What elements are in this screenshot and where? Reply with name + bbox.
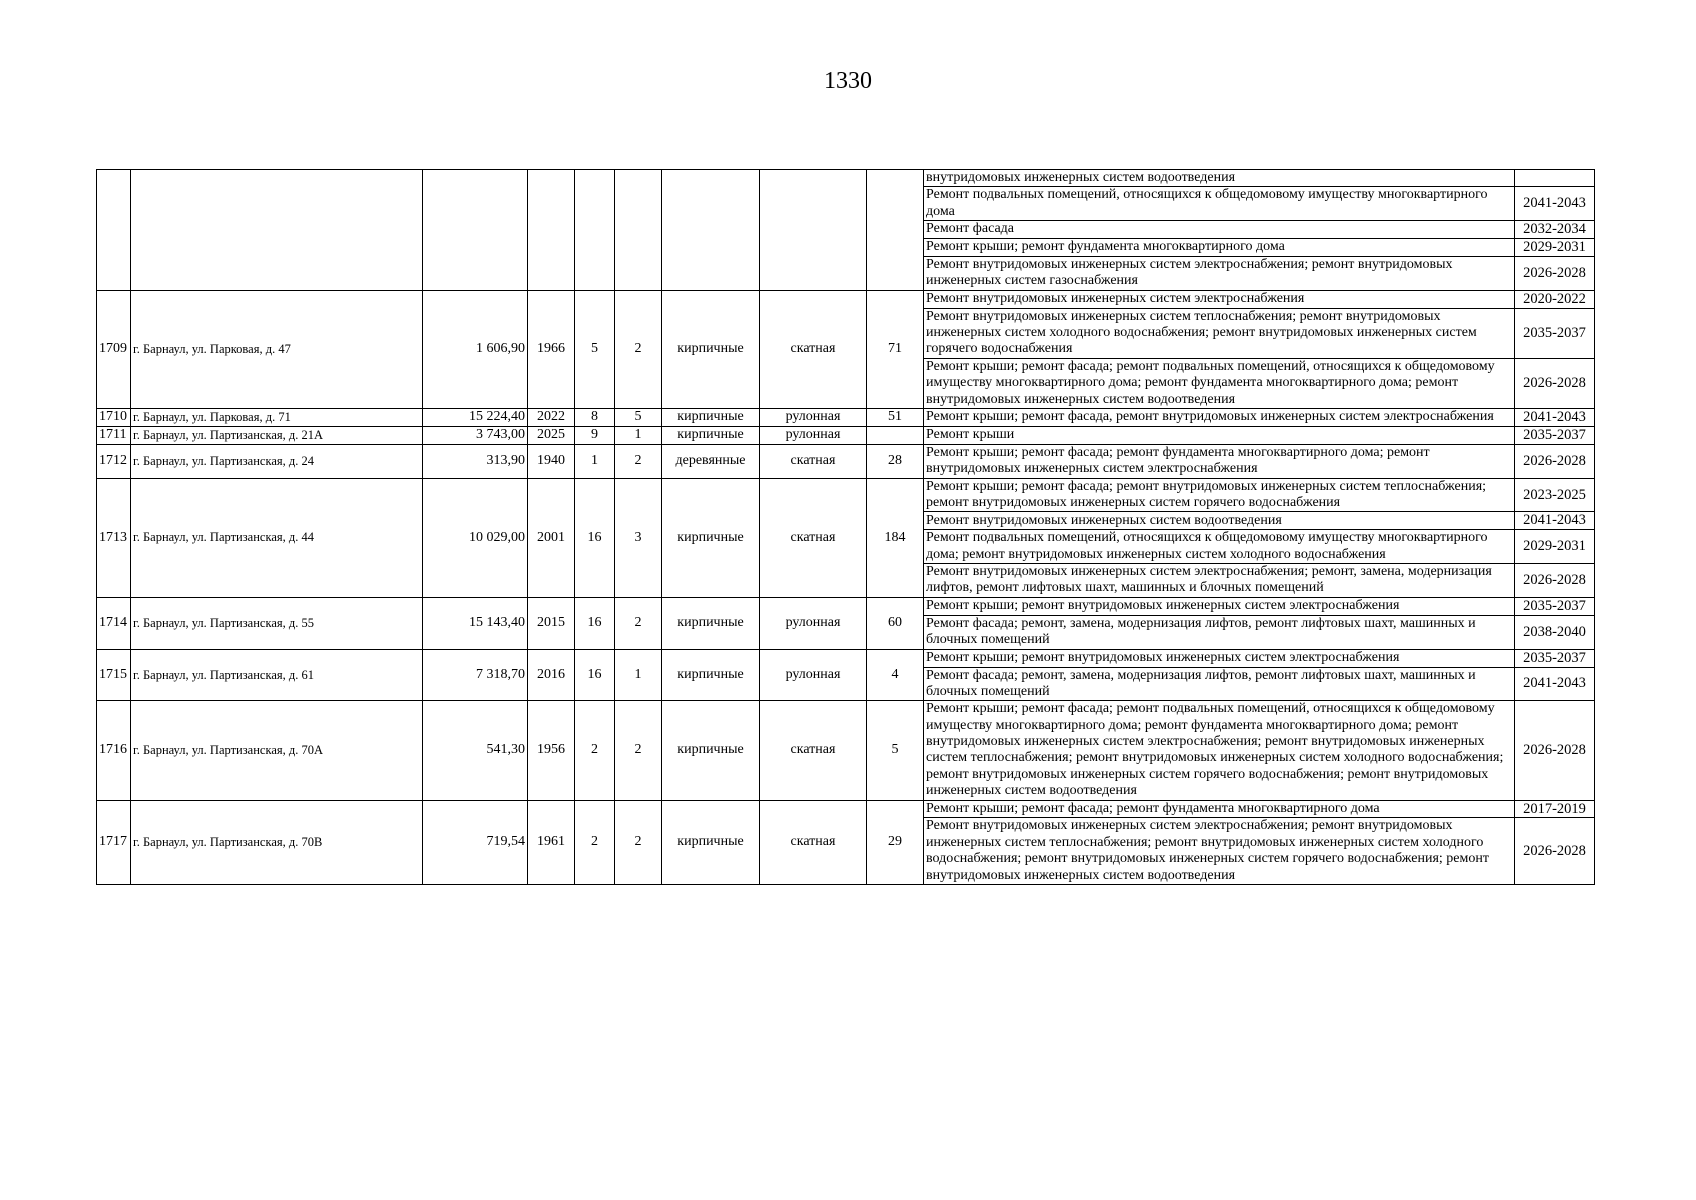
- area-cell: 719,54: [423, 800, 528, 884]
- floors-cell: 16: [575, 478, 615, 597]
- area-cell: 10 029,00: [423, 478, 528, 597]
- walls-cell: кирпичные: [662, 408, 760, 426]
- work-description-cell: Ремонт подвальных помещений, относящихся к общедомовому имуществу многоквартирного дома: [924, 187, 1515, 221]
- row-number-cell: 1710: [97, 408, 131, 426]
- residents-cell: 71: [867, 290, 924, 408]
- work-description-cell: Ремонт крыши; ремонт внутридомовых инженерных систем электроснабжения: [924, 649, 1515, 667]
- housing-registry-table: [96, 169, 1595, 885]
- work-description-cell: Ремонт фасада; ремонт, замена, модернизация лифтов, ремонт лифтовых шахт, машинных и блочных помещений: [924, 667, 1515, 701]
- area-cell: 3 743,00: [423, 426, 528, 444]
- work-description-cell: Ремонт крыши; ремонт фасада; ремонт внутридомовых инженерных систем теплоснабжения; ремонт внутридомовых инженерных систем горячего водоснабжения: [924, 478, 1515, 512]
- residents-cell: 51: [867, 408, 924, 426]
- walls-cell: кирпичные: [662, 701, 760, 800]
- period-cell: 2026-2028: [1515, 257, 1595, 291]
- period-cell: 2026-2028: [1515, 818, 1595, 885]
- period-cell: 2026-2028: [1515, 358, 1595, 408]
- work-description-cell: Ремонт крыши; ремонт фасада; ремонт подвальных помещений, относящихся к общедомовому имуществу многоквартирного дома; ремонт фундамента многоквартирного дома; ремонт внутридомовых инженерных систем электроснабжения; ремонт внутридомовых инженерных систем теплоснабжения; ремонт внутридомовых инженерных систем холодного водоснабжения; ремонт внутридомовых инженерных систем горячего водоснабжения; ремонт внутридомовых инженерных систем водоотведения: [924, 701, 1515, 800]
- floors-cell: 2: [575, 701, 615, 800]
- address-cell: г. Барнаул, ул. Партизанская, д. 55: [131, 597, 423, 649]
- walls-cell: кирпичные: [662, 478, 760, 597]
- year-cell: 2025: [528, 426, 575, 444]
- entrances-cell: 2: [615, 701, 662, 800]
- work-description-cell: Ремонт крыши; ремонт внутридомовых инженерных систем электроснабжения: [924, 597, 1515, 615]
- area-cell: 7 318,70: [423, 649, 528, 701]
- roof-cell: скатная: [760, 701, 867, 800]
- work-description-cell: Ремонт крыши; ремонт фасада; ремонт фундамента многоквартирного дома; ремонт внутридомовых инженерных систем электроснабжения: [924, 444, 1515, 478]
- page-number: 1330: [824, 68, 872, 94]
- work-description-cell: внутридомовых инженерных систем водоотведения: [924, 170, 1515, 187]
- address-cell: г. Барнаул, ул. Партизанская, д. 44: [131, 478, 423, 597]
- area-cell: 15 224,40: [423, 408, 528, 426]
- entrances-cell: 2: [615, 444, 662, 478]
- roof-cell: [760, 170, 867, 291]
- residents-cell: 28: [867, 444, 924, 478]
- period-cell: 2035-2037: [1515, 308, 1595, 358]
- roof-cell: скатная: [760, 800, 867, 884]
- floors-cell: 16: [575, 597, 615, 649]
- period-cell: 2020-2022: [1515, 290, 1595, 308]
- year-cell: 2001: [528, 478, 575, 597]
- work-description-cell: Ремонт фасада: [924, 221, 1515, 239]
- period-cell: 2029-2031: [1515, 239, 1595, 257]
- work-description-cell: Ремонт внутридомовых инженерных систем теплоснабжения; ремонт внутридомовых инженерных систем холодного водоснабжения; ремонт внутридомовых инженерных систем горячего водоснабжения: [924, 308, 1515, 358]
- work-description-cell: Ремонт внутридомовых инженерных систем электроснабжения; ремонт внутридомовых инженерных систем теплоснабжения; ремонт внутридомовых инженерных систем холодного водоснабжения; ремонт внутридомовых инженерных систем горячего водоснабжения; ремонт внутридомовых инженерных систем водоотведения: [924, 818, 1515, 885]
- year-cell: 1940: [528, 444, 575, 478]
- entrances-cell: [615, 170, 662, 291]
- floors-cell: 9: [575, 426, 615, 444]
- work-description-cell: Ремонт внутридомовых инженерных систем электроснабжения; ремонт, замена, модернизация лифтов, ремонт лифтовых шахт, машинных и блочных помещений: [924, 564, 1515, 598]
- work-description-cell: Ремонт крыши; ремонт фасада; ремонт фундамента многоквартирного дома: [924, 800, 1515, 818]
- row-number-cell: 1714: [97, 597, 131, 649]
- table-row: [97, 170, 1595, 187]
- roof-cell: скатная: [760, 478, 867, 597]
- period-cell: 2041-2043: [1515, 667, 1595, 701]
- address-cell: г. Барнаул, ул. Партизанская, д. 70А: [131, 701, 423, 800]
- period-cell: 2035-2037: [1515, 597, 1595, 615]
- roof-cell: рулонная: [760, 649, 867, 701]
- entrances-cell: 1: [615, 649, 662, 701]
- entrances-cell: 2: [615, 290, 662, 408]
- work-description-cell: Ремонт крыши; ремонт фасада; ремонт подвальных помещений, относящихся к общедомовому имуществу многоквартирного дома; ремонт фундамента многоквартирного дома; ремонт внутридомовых инженерных систем водоотведения: [924, 358, 1515, 408]
- walls-cell: кирпичные: [662, 649, 760, 701]
- floors-cell: 8: [575, 408, 615, 426]
- period-cell: 2026-2028: [1515, 701, 1595, 800]
- area-cell: 1 606,90: [423, 290, 528, 408]
- row-number-cell: 1709: [97, 290, 131, 408]
- year-cell: [528, 170, 575, 291]
- period-cell: [1515, 170, 1595, 187]
- period-cell: 2017-2019: [1515, 800, 1595, 818]
- row-number-cell: 1712: [97, 444, 131, 478]
- residents-cell: 29: [867, 800, 924, 884]
- period-cell: 2026-2028: [1515, 444, 1595, 478]
- walls-cell: кирпичные: [662, 800, 760, 884]
- table-row: [97, 701, 1595, 800]
- roof-cell: скатная: [760, 444, 867, 478]
- entrances-cell: 3: [615, 478, 662, 597]
- year-cell: 2022: [528, 408, 575, 426]
- entrances-cell: 5: [615, 408, 662, 426]
- walls-cell: кирпичные: [662, 597, 760, 649]
- period-cell: 2041-2043: [1515, 408, 1595, 426]
- address-cell: [131, 170, 423, 291]
- entrances-cell: 2: [615, 597, 662, 649]
- year-cell: 2015: [528, 597, 575, 649]
- period-cell: 2041-2043: [1515, 512, 1595, 530]
- table-row: [97, 800, 1595, 818]
- work-description-cell: Ремонт внутридомовых инженерных систем водоотведения: [924, 512, 1515, 530]
- residents-cell: 5: [867, 701, 924, 800]
- work-description-cell: Ремонт крыши; ремонт фасада, ремонт внутридомовых инженерных систем электроснабжения: [924, 408, 1515, 426]
- period-cell: 2041-2043: [1515, 187, 1595, 221]
- period-cell: 2032-2034: [1515, 221, 1595, 239]
- year-cell: 1961: [528, 800, 575, 884]
- table-row: [97, 444, 1595, 478]
- address-cell: г. Барнаул, ул. Партизанская, д. 61: [131, 649, 423, 701]
- work-description-cell: Ремонт внутридомовых инженерных систем электроснабжения; ремонт внутридомовых инженерных систем газоснабжения: [924, 257, 1515, 291]
- table-row: [97, 408, 1595, 426]
- table-row: [97, 290, 1595, 308]
- row-number-cell: 1713: [97, 478, 131, 597]
- address-cell: г. Барнаул, ул. Партизанская, д. 24: [131, 444, 423, 478]
- area-cell: 15 143,40: [423, 597, 528, 649]
- area-cell: 313,90: [423, 444, 528, 478]
- entrances-cell: 1: [615, 426, 662, 444]
- entrances-cell: 2: [615, 800, 662, 884]
- work-description-cell: Ремонт внутридомовых инженерных систем электроснабжения: [924, 290, 1515, 308]
- table-row: [97, 426, 1595, 444]
- address-cell: г. Барнаул, ул. Партизанская, д. 70В: [131, 800, 423, 884]
- address-cell: г. Барнаул, ул. Парковая, д. 71: [131, 408, 423, 426]
- year-cell: 1956: [528, 701, 575, 800]
- period-cell: 2026-2028: [1515, 564, 1595, 598]
- floors-cell: 16: [575, 649, 615, 701]
- roof-cell: рулонная: [760, 408, 867, 426]
- floors-cell: [575, 170, 615, 291]
- period-cell: 2038-2040: [1515, 615, 1595, 649]
- period-cell: 2035-2037: [1515, 649, 1595, 667]
- walls-cell: кирпичные: [662, 290, 760, 408]
- year-cell: 1966: [528, 290, 575, 408]
- residents-cell: 184: [867, 478, 924, 597]
- period-cell: 2029-2031: [1515, 530, 1595, 564]
- roof-cell: скатная: [760, 290, 867, 408]
- residents-cell: 4: [867, 649, 924, 701]
- table-row: [97, 597, 1595, 615]
- period-cell: 2023-2025: [1515, 478, 1595, 512]
- table-row: [97, 478, 1595, 512]
- work-description-cell: Ремонт крыши; ремонт фундамента многоквартирного дома: [924, 239, 1515, 257]
- row-number-cell: 1717: [97, 800, 131, 884]
- residents-cell: 60: [867, 597, 924, 649]
- floors-cell: 2: [575, 800, 615, 884]
- address-cell: г. Барнаул, ул. Партизанская, д. 21А: [131, 426, 423, 444]
- floors-cell: 1: [575, 444, 615, 478]
- walls-cell: [662, 170, 760, 291]
- address-cell: г. Барнаул, ул. Парковая, д. 47: [131, 290, 423, 408]
- walls-cell: кирпичные: [662, 426, 760, 444]
- year-cell: 2016: [528, 649, 575, 701]
- row-number-cell: 1715: [97, 649, 131, 701]
- table-row: [97, 649, 1595, 667]
- work-description-cell: Ремонт подвальных помещений, относящихся к общедомовому имуществу многоквартирного дома; ремонт внутридомовых инженерных систем холодного водоснабжения: [924, 530, 1515, 564]
- row-number-cell: 1711: [97, 426, 131, 444]
- roof-cell: рулонная: [760, 426, 867, 444]
- work-description-cell: Ремонт фасада; ремонт, замена, модернизация лифтов, ремонт лифтовых шахт, машинных и блочных помещений: [924, 615, 1515, 649]
- num-cell: [97, 170, 131, 291]
- walls-cell: деревянные: [662, 444, 760, 478]
- residents-cell: [867, 170, 924, 291]
- area-cell: 541,30: [423, 701, 528, 800]
- roof-cell: рулонная: [760, 597, 867, 649]
- work-description-cell: Ремонт крыши: [924, 426, 1515, 444]
- residents-cell: [867, 426, 924, 444]
- area-cell: [423, 170, 528, 291]
- floors-cell: 5: [575, 290, 615, 408]
- period-cell: 2035-2037: [1515, 426, 1595, 444]
- row-number-cell: 1716: [97, 701, 131, 800]
